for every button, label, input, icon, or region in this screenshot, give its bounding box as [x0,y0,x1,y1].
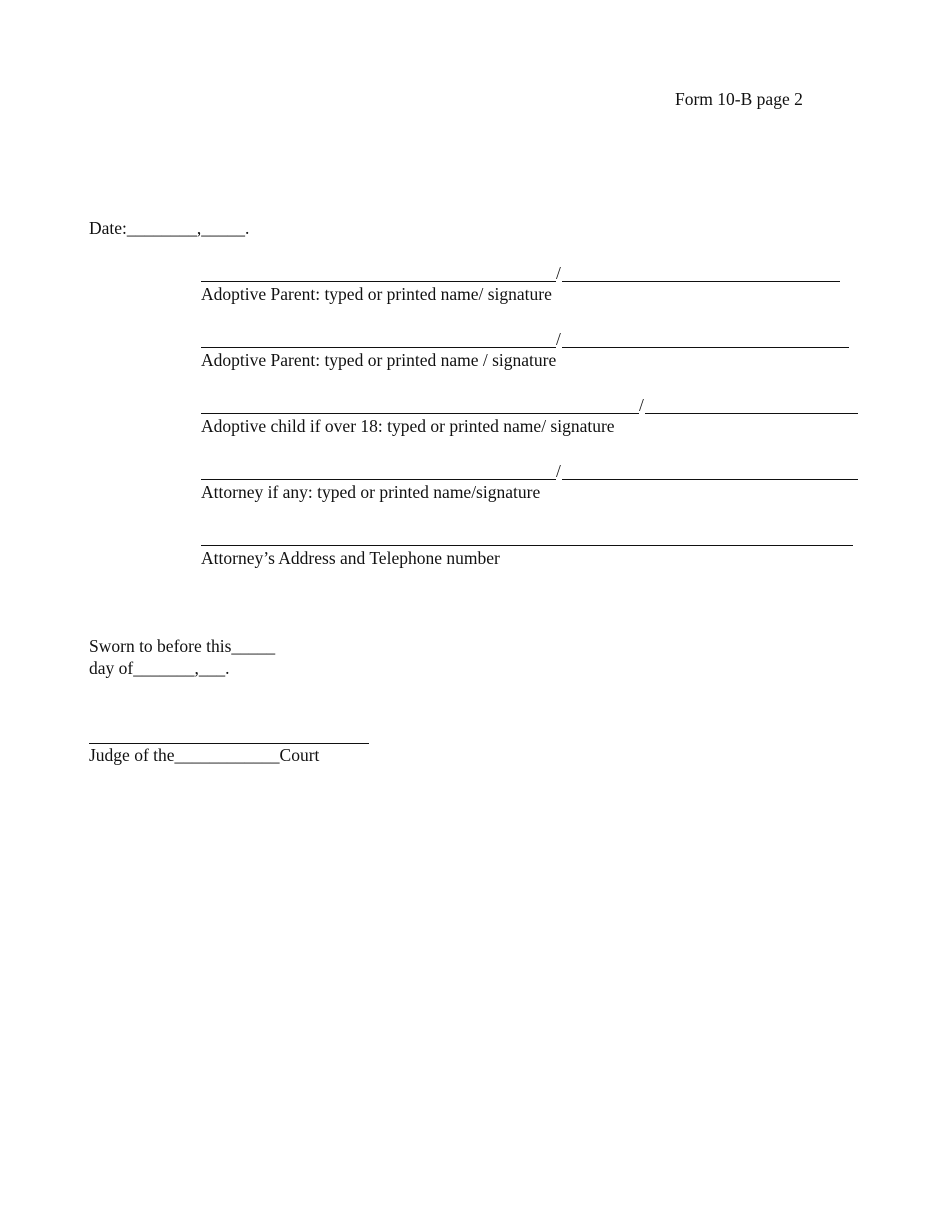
judge-label: Judge of the____________Court [89,745,320,765]
signature-line[interactable] [562,347,849,348]
name-line[interactable] [201,413,639,414]
separator-slash: / [556,461,561,481]
form-page-label: Form 10-B page 2 [675,89,803,109]
signature-line[interactable] [562,281,840,282]
date-field[interactable]: Date:________,_____. [89,218,250,238]
address-line[interactable] [201,545,853,546]
signature-label: Attorney if any: typed or printed name/signature [201,482,541,502]
name-line[interactable] [201,479,556,480]
signature-label: Adoptive Parent: typed or printed name / signature [201,350,557,370]
separator-slash: / [639,395,644,415]
signature-line[interactable] [645,413,858,414]
sworn-line-1[interactable]: Sworn to before this_____ [89,636,276,656]
separator-slash: / [556,263,561,283]
name-line[interactable] [201,281,556,282]
separator-slash: / [556,329,561,349]
judge-signature-line[interactable] [89,743,369,744]
signature-label: Adoptive child if over 18: typed or printed name/ signature [201,416,615,436]
signature-label: Adoptive Parent: typed or printed name/ signature [201,284,552,304]
signature-line[interactable] [562,479,858,480]
sworn-line-2[interactable]: day of_______,___. [89,658,230,678]
name-line[interactable] [201,347,556,348]
address-label: Attorney’s Address and Telephone number [201,548,500,568]
